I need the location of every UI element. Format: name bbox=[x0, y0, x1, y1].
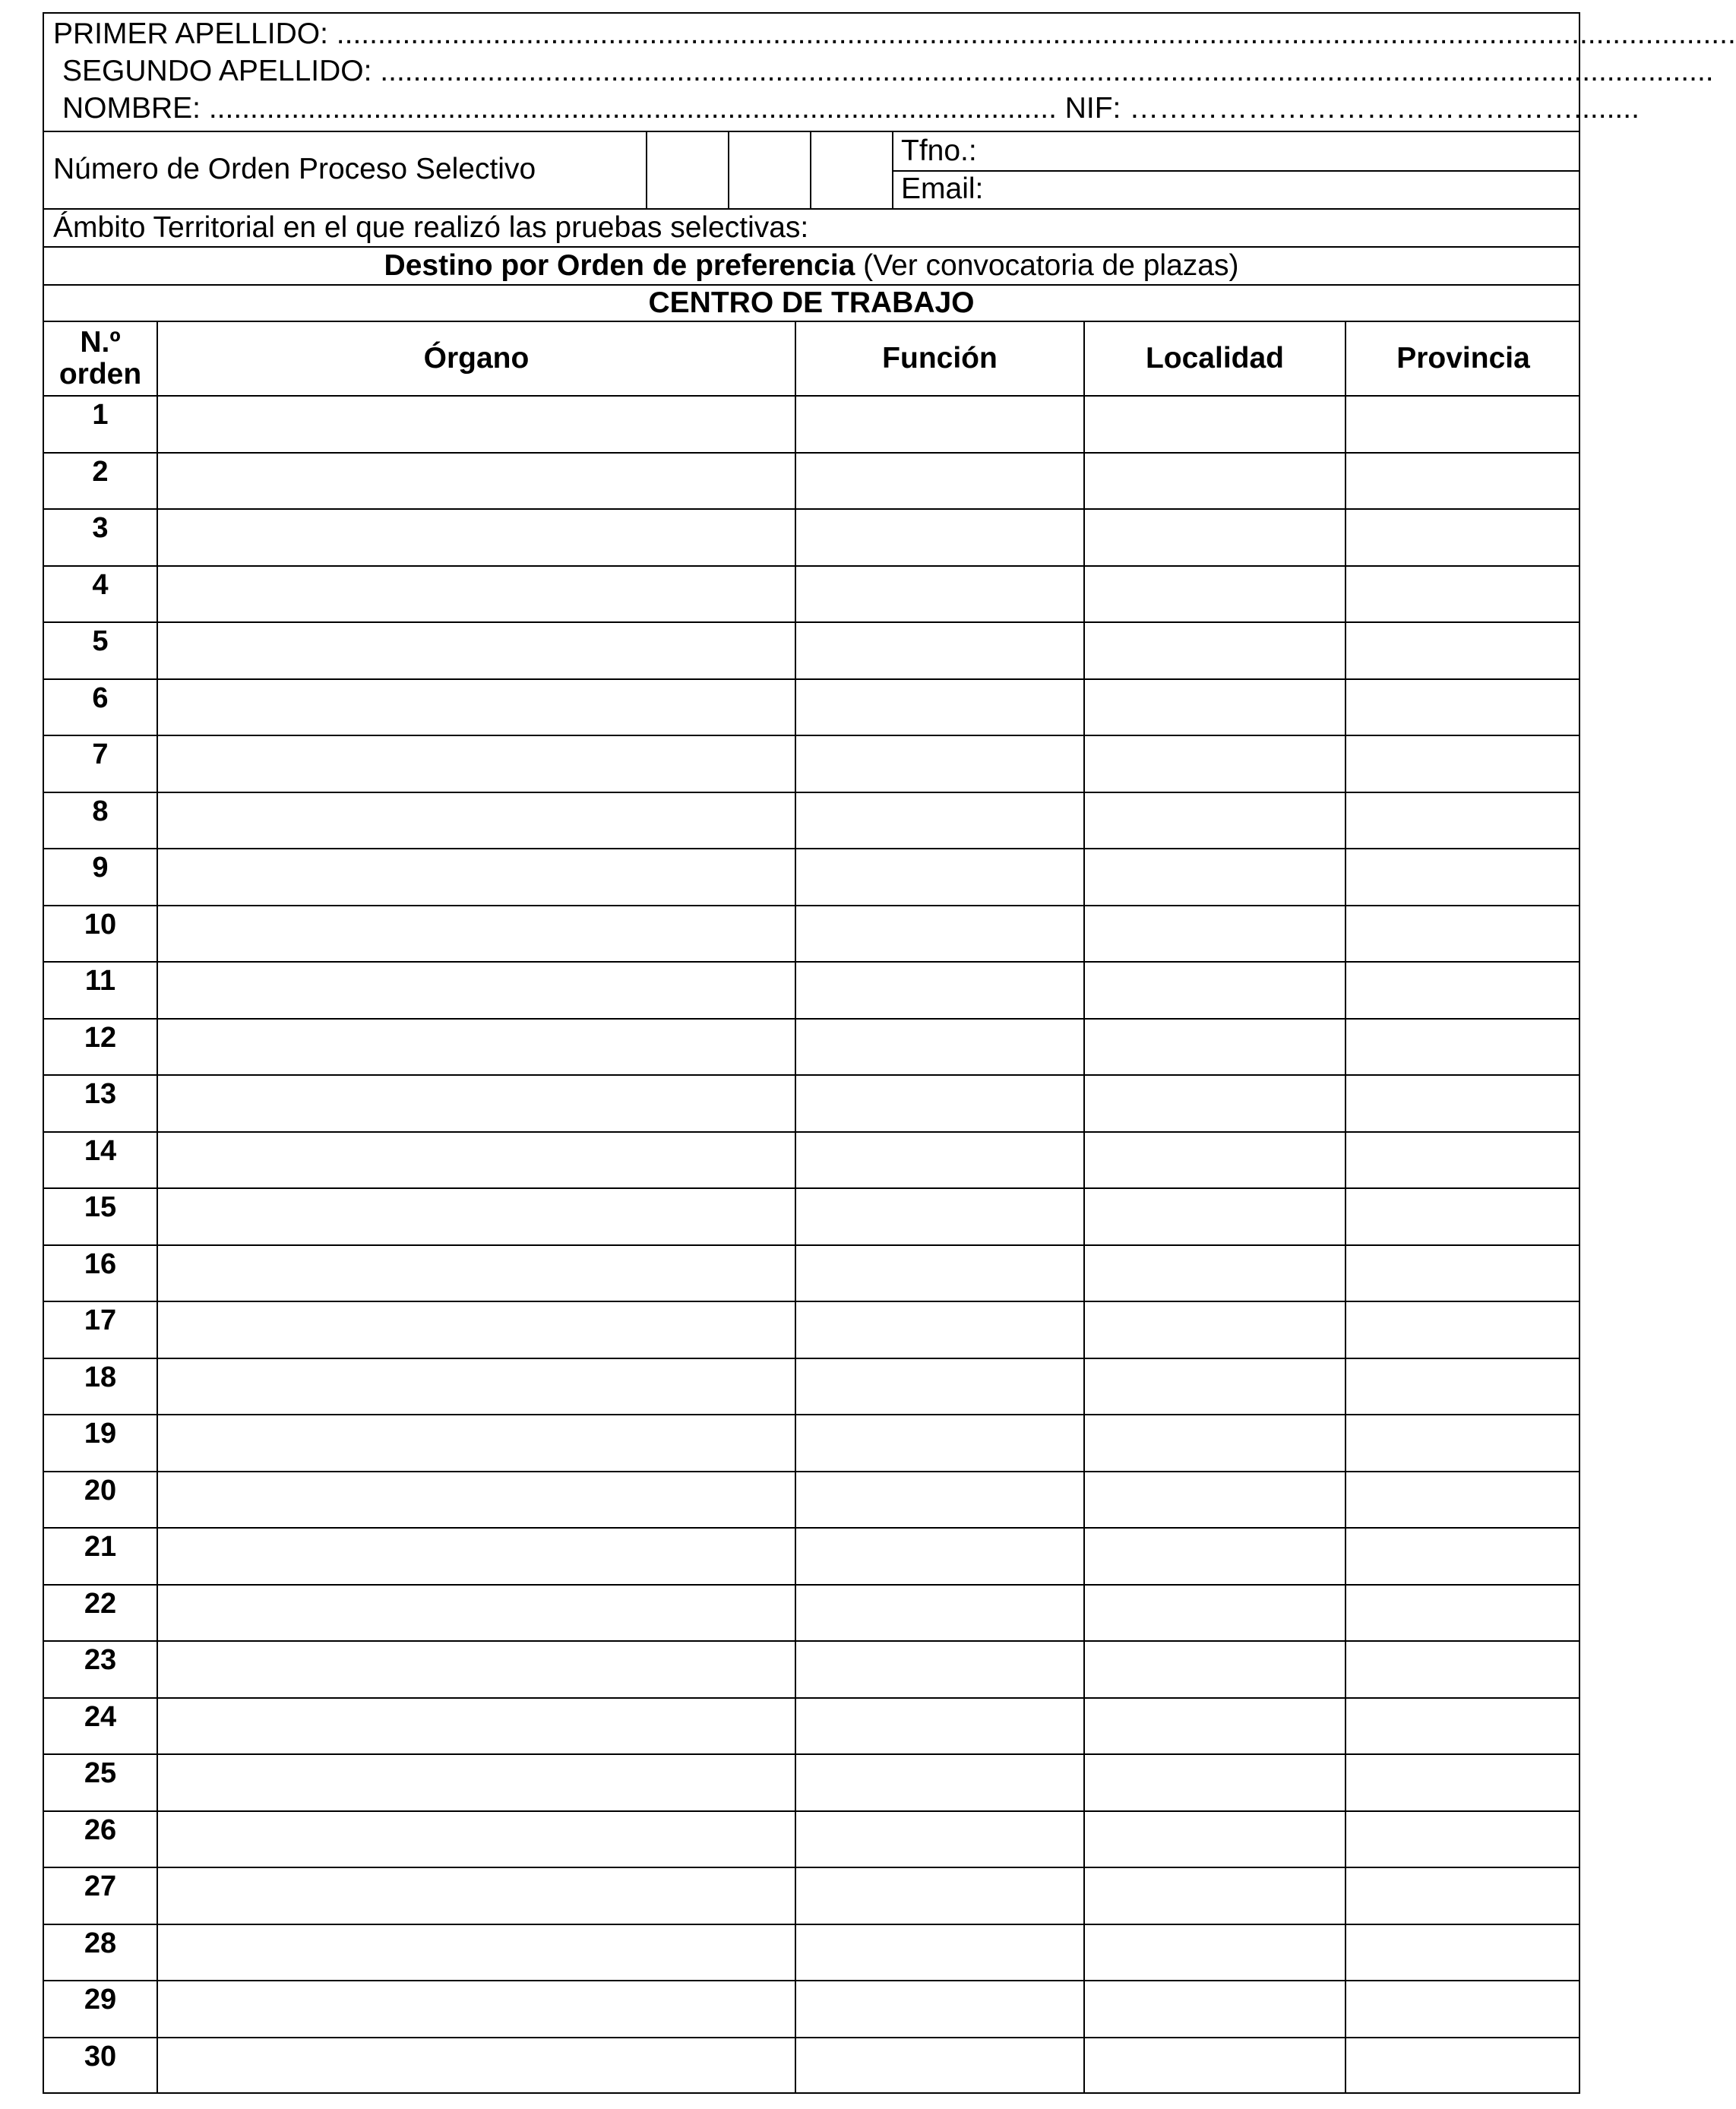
row-number: 28 bbox=[84, 1927, 117, 1959]
table-row[interactable] bbox=[44, 1018, 1579, 1075]
row-number: 9 bbox=[92, 852, 109, 884]
table-row[interactable] bbox=[44, 1810, 1579, 1867]
row-number: 27 bbox=[84, 1870, 117, 1902]
email-label[interactable]: Email: bbox=[901, 172, 984, 205]
header-funcion: Función bbox=[882, 342, 998, 375]
row-number: 5 bbox=[92, 625, 109, 657]
table-row[interactable] bbox=[44, 678, 1579, 735]
destino-title bbox=[44, 248, 1579, 283]
table-row[interactable] bbox=[44, 1867, 1579, 1924]
ambito-section bbox=[44, 210, 1579, 248]
divider bbox=[810, 132, 811, 208]
row-number: 7 bbox=[92, 738, 109, 770]
row-number: 29 bbox=[84, 1984, 117, 2016]
table-row[interactable] bbox=[44, 1697, 1579, 1754]
row-number: 25 bbox=[84, 1757, 117, 1789]
row-number: 2 bbox=[92, 455, 109, 488]
table-row[interactable] bbox=[44, 621, 1579, 678]
table-row[interactable] bbox=[44, 961, 1579, 1018]
row-number: 20 bbox=[84, 1474, 117, 1507]
segundo-apellido-field[interactable]: SEGUNDO APELLIDO: .................................................................................................................................................................. bbox=[62, 55, 1714, 87]
table-row[interactable] bbox=[44, 792, 1579, 849]
row-number: 22 bbox=[84, 1587, 117, 1620]
table-row[interactable] bbox=[44, 1980, 1579, 2037]
primer-apellido-field[interactable]: PRIMER APELLIDO: .......................................................................................................................................................................... bbox=[53, 17, 1736, 50]
application-form bbox=[43, 12, 1736, 2094]
row-number: 8 bbox=[92, 795, 109, 827]
table-row[interactable] bbox=[44, 395, 1579, 452]
table-row[interactable] bbox=[44, 1358, 1579, 1415]
table-row[interactable] bbox=[44, 1244, 1579, 1301]
tfno-label[interactable]: Tfno.: bbox=[901, 134, 977, 167]
row-number: 21 bbox=[84, 1531, 117, 1563]
centro-title: CENTRO DE TRABAJO bbox=[648, 286, 975, 319]
table-row[interactable] bbox=[44, 1527, 1579, 1584]
row-number: 12 bbox=[84, 1021, 117, 1054]
divider bbox=[892, 170, 1579, 172]
proceso-section bbox=[44, 132, 1579, 210]
table-row[interactable] bbox=[44, 1187, 1579, 1244]
row-number: 17 bbox=[84, 1304, 117, 1336]
table-row[interactable] bbox=[44, 565, 1579, 622]
divider bbox=[728, 132, 729, 208]
row-number: 14 bbox=[84, 1134, 117, 1167]
table-row[interactable] bbox=[44, 508, 1579, 565]
row-number: 23 bbox=[84, 1644, 117, 1676]
header-provincia: Provincia bbox=[1396, 342, 1530, 375]
table-row[interactable] bbox=[44, 1414, 1579, 1471]
table-row[interactable] bbox=[44, 905, 1579, 962]
row-number: 16 bbox=[84, 1247, 117, 1280]
row-number: 26 bbox=[84, 1813, 117, 1846]
table-row[interactable] bbox=[44, 848, 1579, 905]
row-number: 13 bbox=[84, 1078, 117, 1110]
destino-section bbox=[44, 248, 1579, 286]
table-row[interactable] bbox=[44, 1584, 1579, 1641]
destinos-table bbox=[44, 322, 1579, 2094]
row-number: 10 bbox=[84, 908, 117, 941]
table-row[interactable] bbox=[44, 452, 1579, 509]
row-number: 3 bbox=[92, 512, 109, 544]
row-number: 18 bbox=[84, 1361, 117, 1393]
table-row[interactable] bbox=[44, 735, 1579, 792]
table-row[interactable] bbox=[44, 1753, 1579, 1810]
destino-note-text: (Ver convocatoria de plazas) bbox=[855, 249, 1239, 282]
row-number: 6 bbox=[92, 681, 109, 714]
nombre-nif-field[interactable]: NOMBRE: ....................................................................................................... NIF: ………………………………………........ bbox=[62, 92, 1640, 125]
centro-section bbox=[44, 286, 1579, 322]
numero-orden-label: Número de Orden Proceso Selectivo bbox=[53, 153, 536, 185]
personal-data-section bbox=[44, 14, 1736, 132]
ambito-label[interactable]: Ámbito Territorial en el que realizó las pruebas selectivas: bbox=[53, 211, 809, 244]
table-row[interactable] bbox=[44, 1131, 1579, 1188]
table-row[interactable] bbox=[44, 2037, 1579, 2094]
header-organo: Órgano bbox=[423, 342, 530, 375]
row-number: 1 bbox=[92, 399, 109, 431]
row-number: 19 bbox=[84, 1418, 117, 1450]
divider bbox=[646, 132, 647, 208]
row-number: 4 bbox=[92, 568, 109, 601]
row-number: 15 bbox=[84, 1191, 117, 1223]
table-row[interactable] bbox=[44, 1640, 1579, 1697]
row-number: 30 bbox=[84, 2040, 117, 2073]
table-row[interactable] bbox=[44, 1924, 1579, 1981]
row-number: 11 bbox=[84, 965, 116, 997]
destino-bold-text: Destino por Orden de preferencia bbox=[384, 249, 855, 282]
table-row[interactable] bbox=[44, 1301, 1579, 1358]
table-row[interactable] bbox=[44, 1471, 1579, 1528]
header-localidad: Localidad bbox=[1145, 342, 1285, 375]
row-number: 24 bbox=[84, 1700, 117, 1733]
table-row[interactable] bbox=[44, 1074, 1579, 1131]
header-numero-orden: N.º orden bbox=[58, 326, 142, 390]
